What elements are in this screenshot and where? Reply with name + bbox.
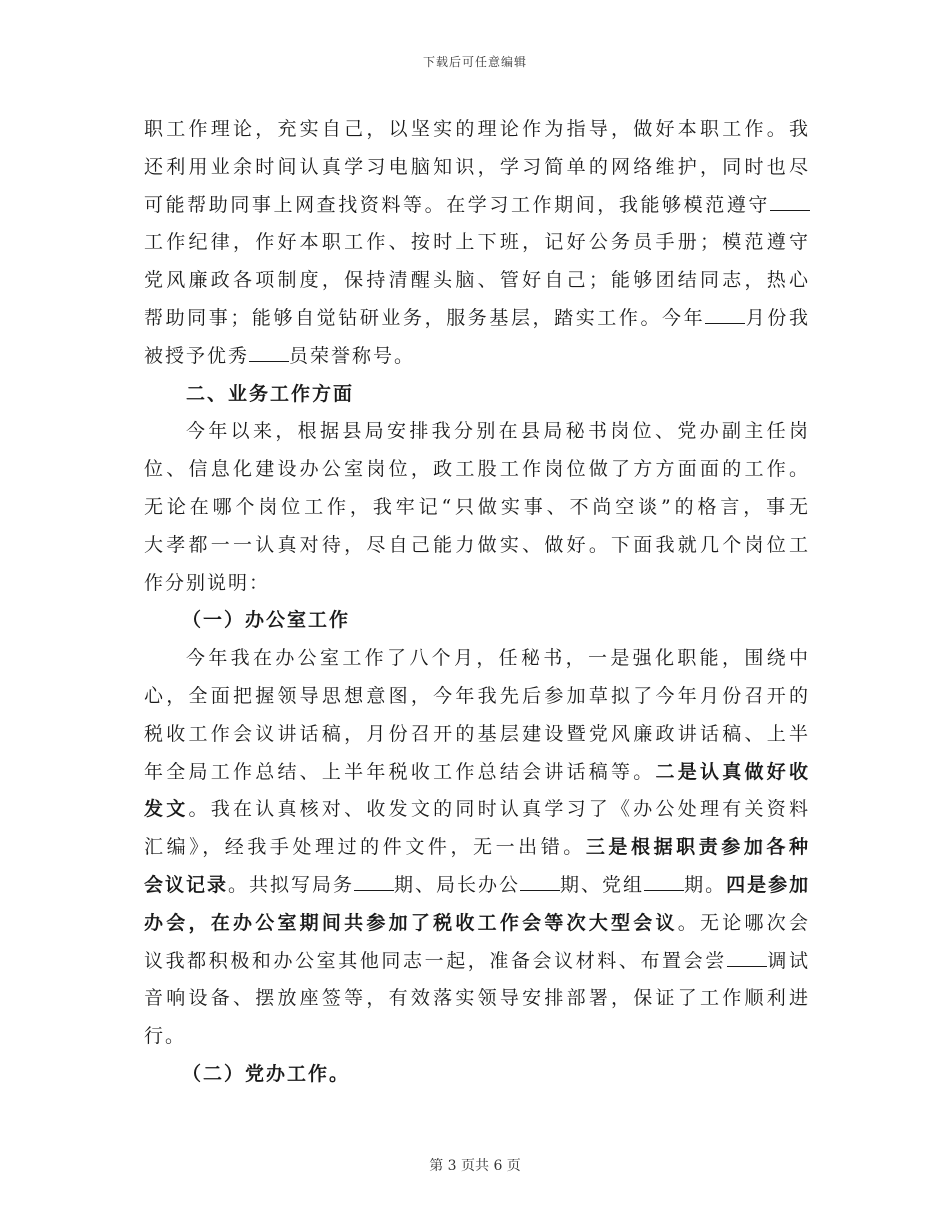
text-segment: 汇编》，经我手处理过的件文件，无一出错。 (144, 836, 586, 859)
fill-blank (727, 948, 767, 967)
text-line: 心，全面把握领导思想意图，今年我先后参加草拟了今年月份召开的 (144, 684, 810, 707)
text-line: 无论在哪个岗位工作，我牢记“只做实事、不尚空谈”的格言，事无 (144, 495, 810, 518)
text-line: 职工作理论，充实自己，以坚实的理论作为指导，做好本职工作。我 (144, 118, 810, 140)
text-segment: 调试 (766, 949, 810, 972)
text-line: 大孝都一一认真对待，尽自己能力做实、做好。下面我就几个岗位工 (144, 533, 810, 556)
page-header: 下载后可任意编辑 (422, 55, 527, 69)
text-line: 今年我在办公室工作了八个月，任秘书，一是强化职能，围绕中 (186, 647, 810, 670)
text-line: 工作纪律，作好本职工作、按时上下班，记好公务员手册；模范遵守 (144, 231, 810, 254)
fill-blank (249, 343, 289, 362)
section-heading: 二、业务工作方面 (186, 382, 355, 405)
text-segment: 议我都积极和办公室其他同志一起，准备会议材料、布置会尝 (144, 949, 727, 972)
text-segment: 。共拟写局务 (228, 873, 355, 896)
text-line: 作分别说明： (144, 571, 271, 594)
bold-text: 二是认真做好收 (655, 760, 810, 783)
paragraph-office-work (144, 640, 810, 1056)
fill-blank (354, 872, 394, 891)
text-line: 位、信息化建设办公室岗位，政工股工作岗位做了方方面面的工作。 (144, 458, 810, 481)
text-line: 税收工作会议讲话稿，月份召开的基层建设暨党风廉政讲话稿、上半 (144, 722, 810, 745)
subsection-heading: （二）党办工作。 (182, 1062, 351, 1085)
text-line (144, 943, 810, 981)
text-line (144, 791, 810, 829)
text-segment: 期、党组 (560, 873, 645, 896)
text-segment: 帮助同事；能够自觉钻研业务，服务基层，踏实工作。今年 (144, 306, 706, 329)
text-line: 行。 (144, 1025, 187, 1048)
text-line (144, 867, 810, 905)
text-line: 还利用业余时间认真学习电脑知识，学习简单的网络维护，同时也尽 (144, 155, 810, 178)
text-line: 今年以来，根据县局安排我分别在县局秘书岗位、党办副主任岗 (186, 420, 810, 443)
fill-blank (705, 305, 745, 324)
text-line (144, 187, 810, 225)
fill-blank (644, 872, 684, 891)
text-line (144, 905, 810, 943)
page-footer: 第 3 页共 6 页 (429, 1158, 521, 1174)
text-segment: 年全局工作总结、上半年税收工作总结会讲话稿等。 (144, 760, 656, 783)
text-segment: 月份我 (745, 306, 810, 329)
fill-blank (770, 192, 810, 211)
bold-text: 会议记录 (144, 873, 229, 896)
document-body (144, 111, 810, 1094)
subsection-heading: （一）办公室工作 (182, 609, 351, 632)
text-segment: 期、局长办公 (394, 873, 521, 896)
bold-text: 发文 (144, 798, 189, 821)
text-segment: 期。 (684, 873, 727, 896)
text-segment: 。我在认真核对、收发文的同时认真学习了《办公处理有关资料 (188, 798, 810, 821)
text-line: 党风廉政各项制度，保持清醒头脑、管好自己；能够团结同志，热心 (144, 269, 810, 292)
text-line (144, 829, 810, 867)
bold-text: 办会，在办公室期间共参加了税收工作会等次大型会议 (144, 911, 678, 934)
text-line (144, 338, 810, 376)
paragraph-self-study (144, 111, 810, 376)
text-line: 音响设备、摆放座签等，有效落实领导安排部署，保证了工作顺利进 (144, 987, 810, 1010)
text-segment: 可能帮助同事上网查找资料等。在学习工作期间，我能够模范遵守 (144, 193, 770, 216)
text-line (144, 754, 810, 792)
bold-text: 三是根据职责参加各种 (585, 836, 810, 859)
text-segment: 员荣誉称号。 (289, 344, 416, 367)
text-segment: 。无论哪次会 (677, 911, 810, 934)
text-line (144, 300, 810, 338)
bold-text: 四是参加 (726, 873, 811, 896)
paragraph-business-intro (144, 413, 810, 602)
fill-blank (520, 872, 560, 891)
text-segment: 被授予优秀 (144, 344, 250, 367)
